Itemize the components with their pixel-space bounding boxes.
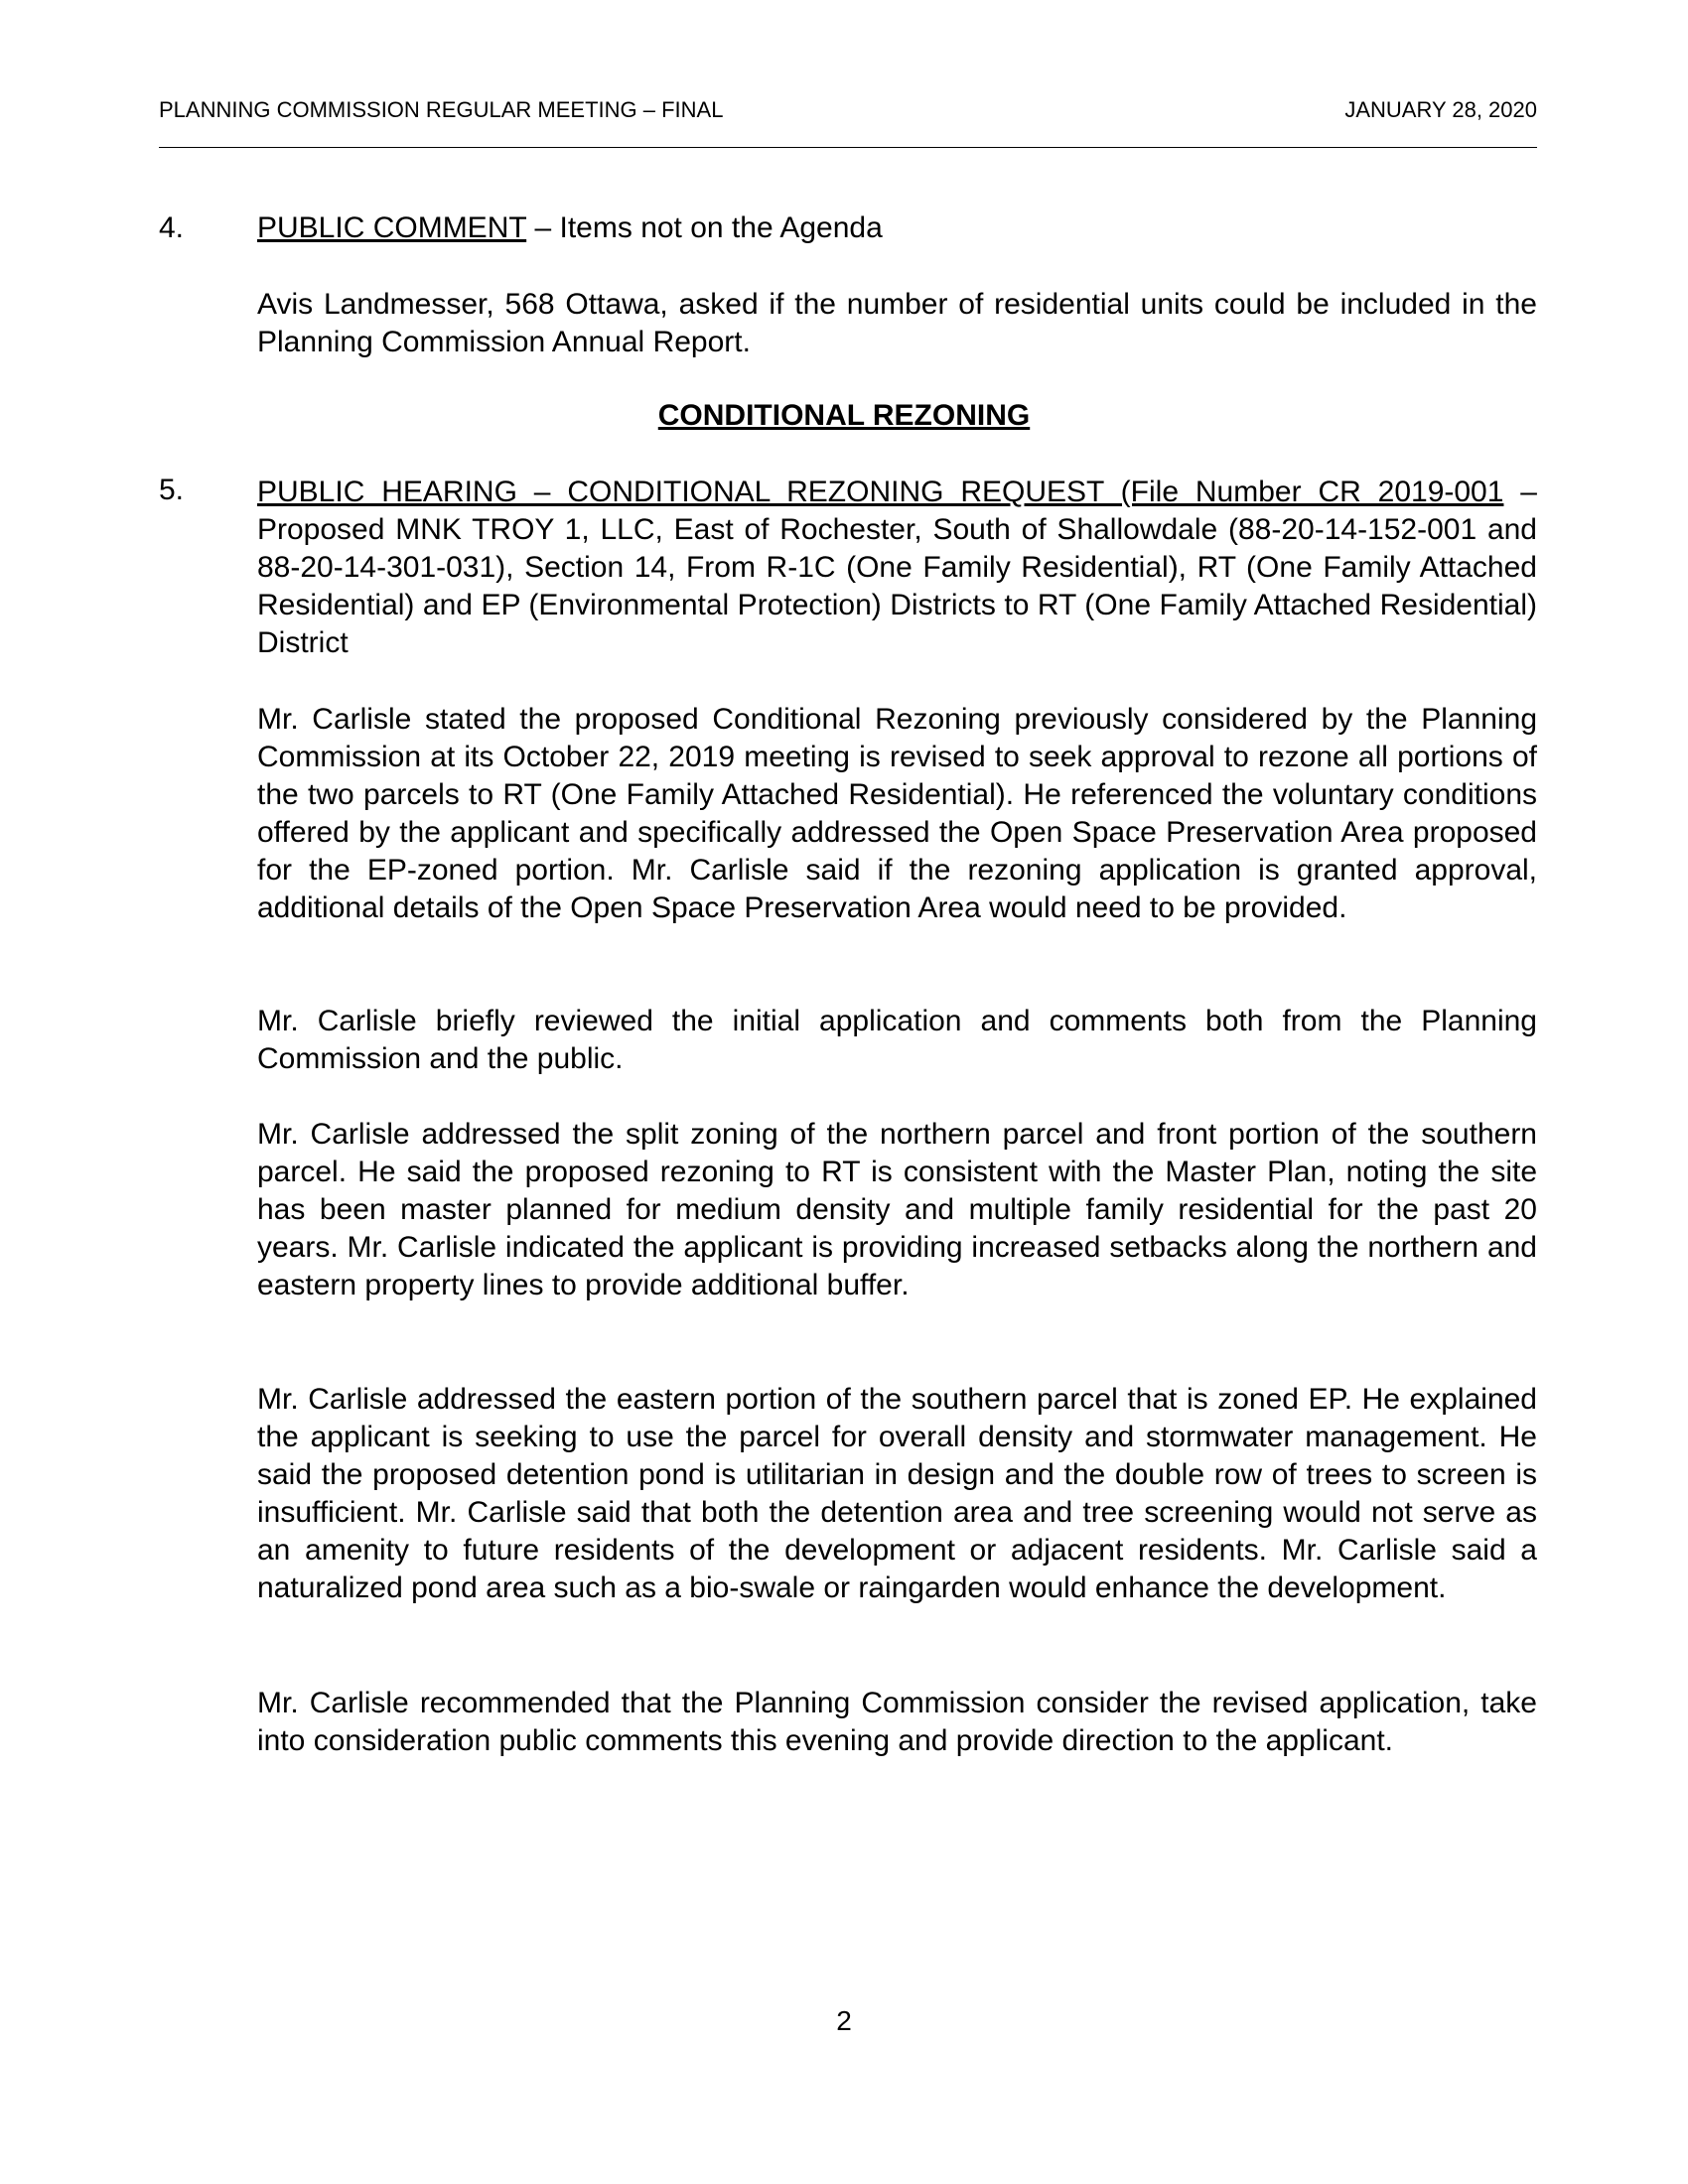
item-5-paragraph-2: Mr. Carlisle briefly reviewed the initial application and comments both from the Planning Commission and the public.: [257, 1005, 1537, 1075]
item-5-heading: [257, 474, 1537, 662]
item-4-heading: [257, 209, 1537, 247]
page-header: [159, 97, 1537, 148]
item-4-body: Avis Landmesser, 568 Ottawa, asked if the number of residential units could be included in the Planning Commission Annual Report.: [257, 288, 1537, 358]
item-5-number: 5.: [159, 474, 185, 506]
item-5-title: PUBLIC HEARING – CONDITIONAL REZONING REQUEST (File Number CR 2019-001: [257, 476, 1504, 508]
header-date: JANUARY 28, 2020: [1344, 97, 1537, 122]
item-5-paragraph-1: Mr. Carlisle stated the proposed Conditional Rezoning previously considered by the Planning Commission at its October 22, 2019 meeting is revised to seek approval to rezone all portions of the two parcels to RT (One Family Attached Residential). He referenced the voluntary conditions offered by the applicant and specifically addressed the Open Space Preservation Area proposed for the EP-zoned portion. Mr. Carlisle said if the rezoning application is granted approval, additional details of the Open Space Preservation Area would need to be provided.: [257, 703, 1537, 924]
item-5-paragraph-3: Mr. Carlisle addressed the split zoning of the northern parcel and front portion of the southern parcel. He said the proposed rezoning to RT is consistent with the Master Plan, noting the site has been master planned for medium density and multiple family residential for the past 20 years. Mr. Carlisle indicated the applicant is providing increased setbacks along the northern and eastern property lines to provide additional buffer.: [257, 1118, 1537, 1301]
item-5-paragraph-4: Mr. Carlisle addressed the eastern portion of the southern parcel that is zoned EP. He explained the applicant is seeking to use the parcel for overall density and stormwater management. He said the proposed detention pond is utilitarian in design and the double row of trees to screen is insufficient. Mr. Carlisle said that both the detention area and tree screening would not serve as an amenity to future residents of the development or adjacent residents. Mr. Carlisle said a naturalized pond area such as a bio-swale or raingarden would enhance the development.: [257, 1383, 1537, 1604]
page-number: 2: [836, 2005, 852, 2036]
item-5-paragraph-5: Mr. Carlisle recommended that the Planning Commission consider the revised application, take into consideration public comments this evening and provide direction to the applicant.: [257, 1687, 1537, 1757]
item-4-title: PUBLIC COMMENT: [257, 211, 527, 244]
item-4-number: 4.: [159, 211, 185, 244]
section-heading-text: CONDITIONAL REZONING: [657, 399, 1031, 432]
item-5-title-rest: – Proposed MNK TROY 1, LLC, East of Rochester, South of Shallowdale (88-20-14-152-001 and 88-20-14-301-031), Section 14, From R-1C (One Family Residential), RT (One Family Attached Residential) and EP (Environmental Protection) Districts to RT (One Family Attached Residential) District: [257, 476, 1537, 659]
item-4-subtitle: – Items not on the Agenda: [526, 211, 883, 244]
section-heading: [0, 399, 1688, 433]
header-title: PLANNING COMMISSION REGULAR MEETING – FINAL: [159, 97, 724, 122]
